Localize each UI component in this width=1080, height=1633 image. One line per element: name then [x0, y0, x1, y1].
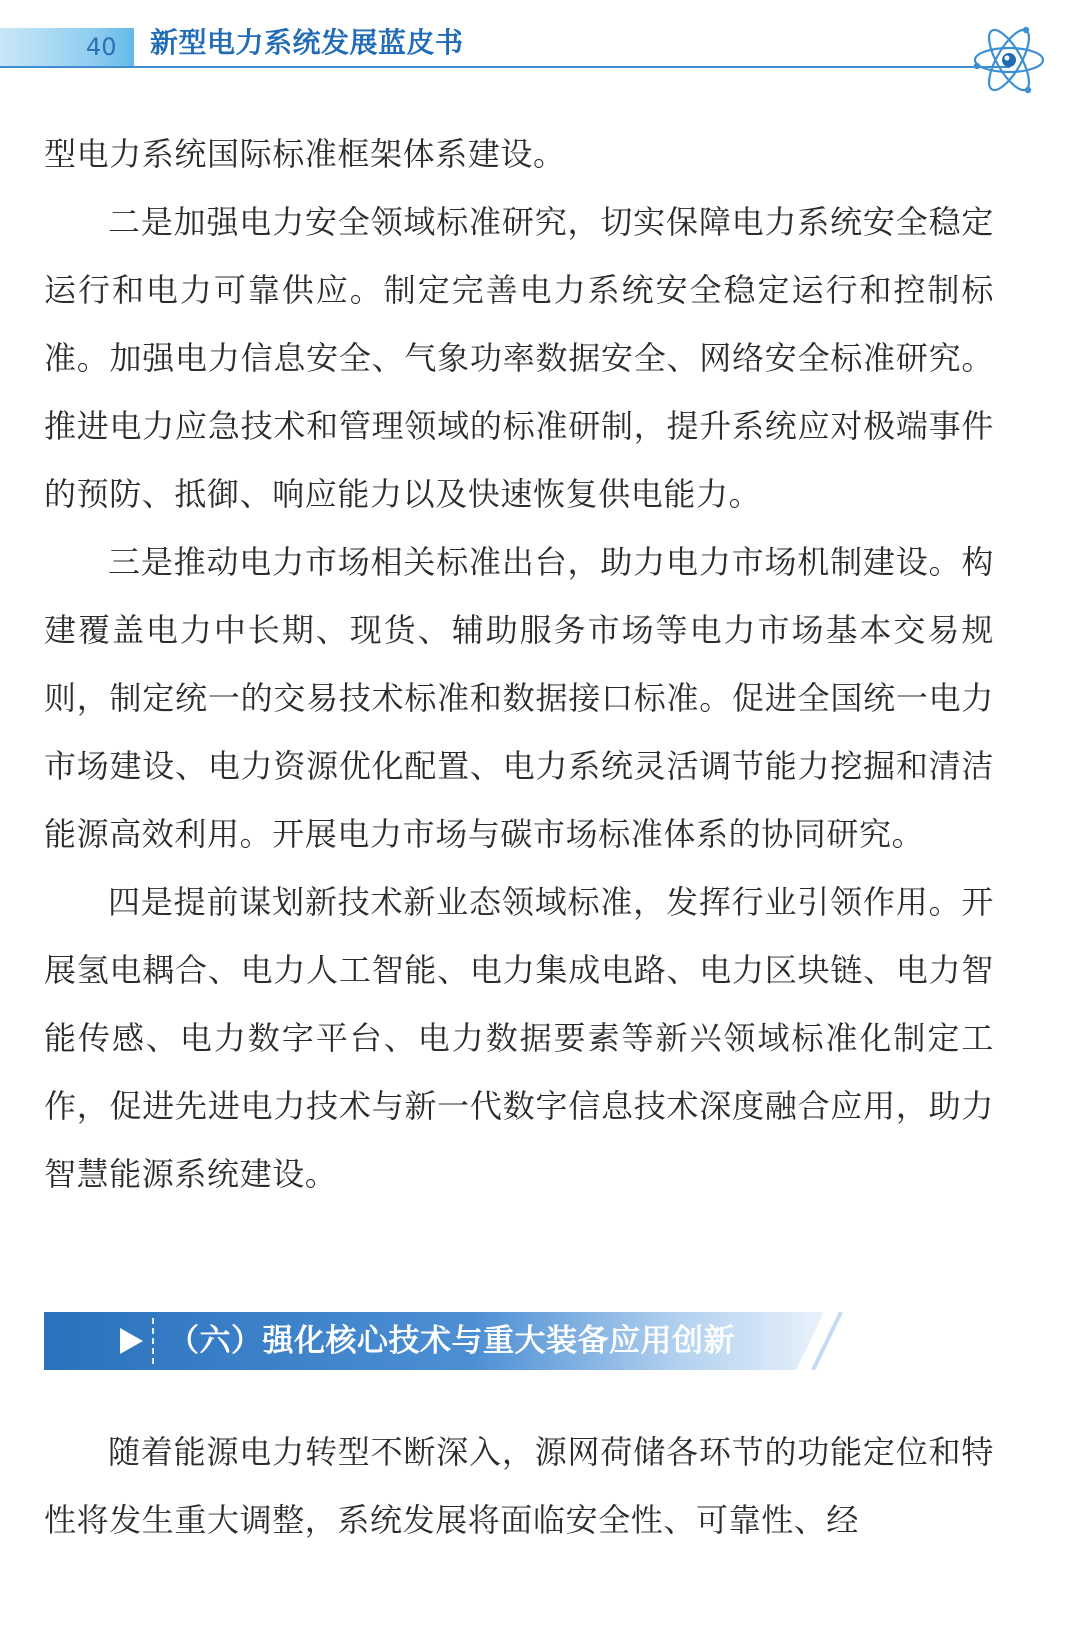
- paragraph-continuation: 型电力系统国际标准框架体系建设。: [44, 135, 566, 173]
- play-arrow-icon: [118, 1327, 144, 1355]
- paragraph-core-tech-intro: 随着能源电力转型不断深入，源网荷储各环节的功能定位和特性将发生重大调整，系统发展将面临安全性、可靠性、经: [44, 1433, 994, 1539]
- paragraph-market-standards: 三是推动电力市场相关标准出台，助力电力市场机制建设。构建覆盖电力中长期、现货、辅助服务市场等电力市场基本交易规则，制定统一的交易技术标准和数据接口标准。促进全国统一电力市场建设、电力资源优化配置、电力系统灵活调节能力挖掘和清洁能源高效利用。开展电力市场与碳市场标准体系的协同研究。: [44, 543, 994, 853]
- page-number: 40: [86, 33, 117, 61]
- book-title: 新型电力系统发展蓝皮书: [150, 26, 464, 59]
- body-text: [44, 120, 994, 1208]
- paragraph-security-standards: 二是加强电力安全领域标准研究，切实保障电力系统安全稳定运行和电力可靠供应。制定完善电力系统安全稳定运行和控制标准。加强电力信息安全、气象功率数据安全、网络安全标准研究。推进电力应急技术和管理领域的标准研制，提升系统应对极端事件的预防、抵御、响应能力以及快速恢复供电能力。: [44, 203, 994, 513]
- header-divider: [0, 66, 1010, 68]
- banner-dashed-divider: [152, 1318, 154, 1364]
- paragraph-new-tech-standards: 四是提前谋划新技术新业态领域标准，发挥行业引领作用。开展氢电耦合、电力人工智能、电力集成电路、电力区块链、电力智能传感、电力数字平台、电力数据要素等新兴领域标准化制定工作，促进先进电力技术与新一代数字信息技术深度融合应用，助力智慧能源系统建设。: [44, 883, 994, 1193]
- section-heading-banner: [44, 1312, 844, 1370]
- section-title: （六）强化核心技术与重大装备应用创新: [168, 1323, 735, 1359]
- page-header: [0, 0, 1080, 100]
- atom-icon: [968, 22, 1050, 96]
- body-text-continued: [44, 1418, 994, 1554]
